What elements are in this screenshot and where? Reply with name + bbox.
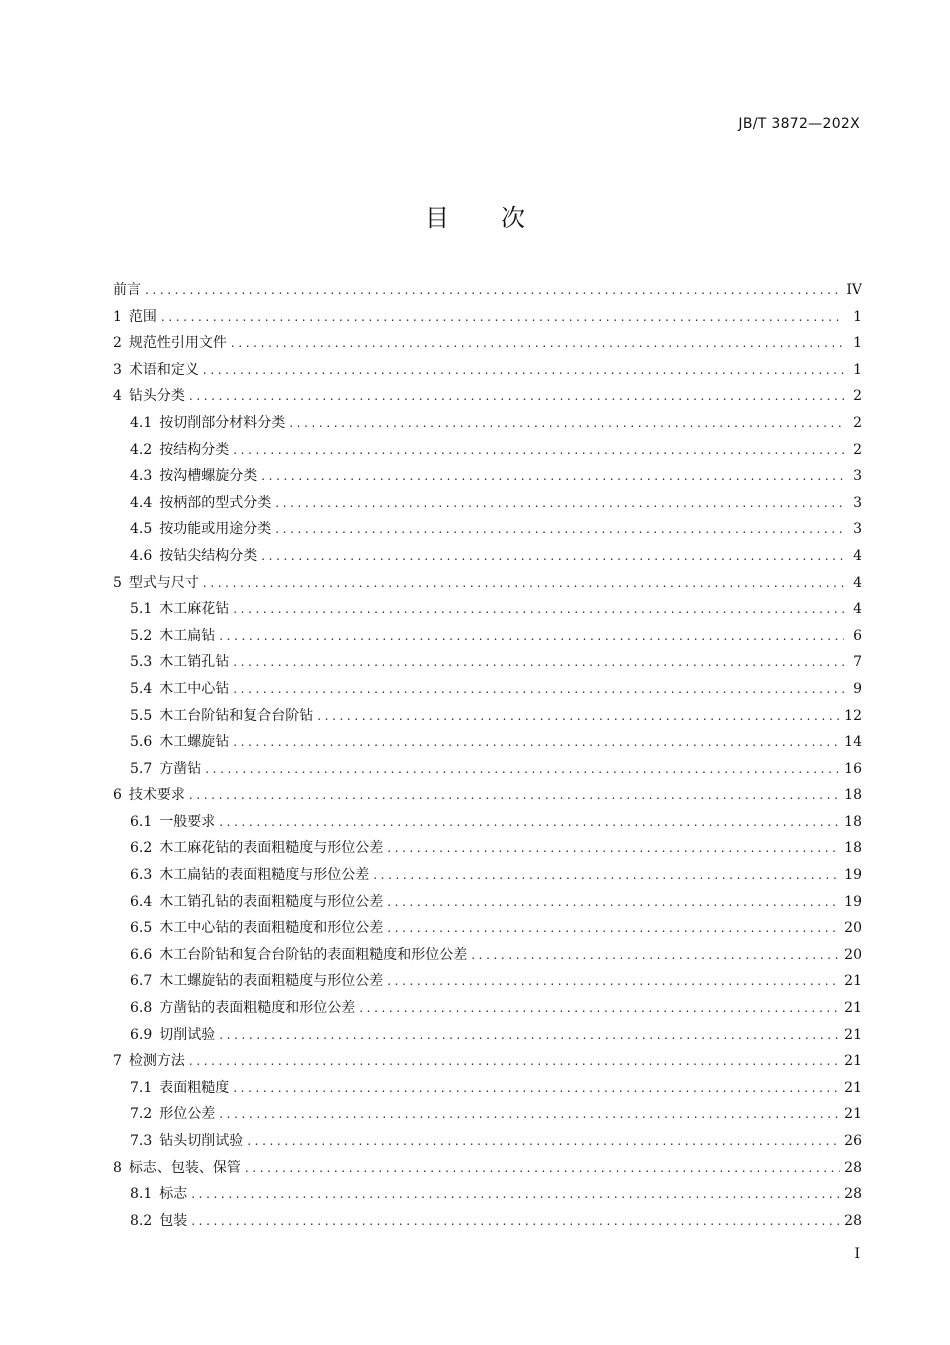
- toc-entry-page: 2: [853, 441, 862, 458]
- toc-entry-number: 8.2: [130, 1212, 153, 1229]
- toc-entry-title: 木工麻花钻的表面粗糙度与形位公差: [159, 840, 384, 857]
- toc-entry[interactable]: [113, 1155, 862, 1182]
- toc-entry-number: 4: [113, 388, 122, 405]
- toc-entry-number: 1: [113, 308, 122, 325]
- toc-dot-leader: [233, 729, 840, 756]
- toc-entry-number: 6.4: [130, 893, 153, 910]
- toc-entry-page: 21: [844, 1026, 862, 1043]
- toc-entry-page: 20: [844, 920, 862, 937]
- toc-entry[interactable]: [113, 756, 862, 783]
- toc-entry-page: 19: [844, 867, 862, 884]
- toc-entry-page: 21: [844, 1053, 862, 1070]
- toc-dot-leader: [233, 596, 844, 623]
- toc-entry[interactable]: [113, 570, 862, 597]
- toc-entry-title: 按功能或用途分类: [159, 521, 272, 538]
- toc-entry[interactable]: [113, 543, 862, 570]
- toc-entry-page: 21: [844, 1000, 862, 1017]
- toc-entry-number: 7.1: [130, 1079, 153, 1096]
- toc-entry-number: 7.3: [130, 1133, 153, 1149]
- toc-entry-title: 木工螺旋钻的表面粗糙度与形位公差: [159, 973, 384, 990]
- table-of-contents: [113, 277, 862, 1234]
- toc-entry-title: 形位公差: [159, 1106, 216, 1123]
- toc-entry[interactable]: [113, 862, 862, 889]
- toc-dot-leader: [289, 410, 844, 437]
- toc-dot-leader: [205, 756, 840, 783]
- toc-entry-number: 5.3: [130, 654, 153, 671]
- page-number: I: [854, 1246, 860, 1262]
- toc-entry-number: 6.7: [130, 973, 153, 990]
- toc-entry-number: 2: [113, 335, 122, 352]
- toc-entry-number: 4.3: [130, 468, 153, 485]
- page-title: [0, 198, 950, 233]
- toc-entry-number: 6.2: [130, 840, 153, 857]
- toc-entry[interactable]: [113, 995, 862, 1022]
- toc-entry-number: 4.2: [130, 441, 153, 458]
- toc-entry-title: 按沟槽螺旋分类: [159, 468, 258, 485]
- document-code: JB/T 3872—202X: [738, 116, 860, 132]
- toc-dot-leader: [275, 490, 844, 517]
- toc-entry[interactable]: [113, 304, 862, 331]
- toc-dot-leader: [219, 623, 844, 650]
- toc-dot-leader: [261, 463, 844, 490]
- toc-entry[interactable]: [113, 623, 862, 650]
- toc-dot-leader: [219, 809, 840, 836]
- toc-dot-leader: [161, 304, 844, 331]
- toc-entry-title: 木工台阶钻和复合台阶钻: [159, 707, 314, 724]
- toc-entry-number: 3: [113, 361, 122, 378]
- toc-entry-number: 4.6: [130, 547, 153, 564]
- toc-dot-leader: [191, 1181, 840, 1208]
- toc-dot-leader: [359, 995, 840, 1022]
- toc-entry-number: 6.1: [130, 813, 153, 830]
- toc-entry-number: 6.6: [130, 946, 153, 963]
- toc-dot-leader: [145, 277, 842, 304]
- toc-entry[interactable]: [113, 942, 862, 969]
- toc-dot-leader: [245, 1155, 840, 1182]
- toc-entry-number: 5.5: [130, 707, 153, 724]
- toc-entry-number: 5.2: [130, 627, 153, 644]
- toc-entry-page: 28: [844, 1186, 862, 1203]
- toc-entry[interactable]: [113, 1048, 862, 1075]
- toc-entry-page: 28: [844, 1212, 862, 1229]
- toc-entry[interactable]: [113, 383, 862, 410]
- title-char-1: 目: [425, 204, 449, 232]
- toc-entry-title: 范围: [128, 308, 157, 325]
- toc-dot-leader: [203, 357, 844, 384]
- toc-entry-title: 木工中心钻: [159, 680, 230, 697]
- toc-dot-leader: [219, 1022, 840, 1049]
- toc-entry[interactable]: [113, 1128, 862, 1155]
- toc-entry-title: 按切削部分材料分类: [159, 414, 286, 431]
- toc-entry-title: 切削试验: [159, 1026, 216, 1043]
- toc-dot-leader: [233, 649, 844, 676]
- toc-entry-number: 4.4: [130, 494, 153, 511]
- toc-entry[interactable]: [113, 1101, 862, 1128]
- toc-dot-leader: [233, 676, 844, 703]
- toc-entry-number: 7: [113, 1053, 122, 1070]
- toc-dot-leader: [373, 862, 840, 889]
- toc-entry[interactable]: [113, 437, 862, 464]
- toc-entry-title: 术语和定义: [128, 361, 199, 378]
- toc-dot-leader: [189, 383, 844, 410]
- toc-entry-page: 21: [844, 1106, 862, 1123]
- toc-entry-page: 26: [844, 1133, 862, 1149]
- toc-entry-number: 4.5: [130, 521, 153, 538]
- toc-entry[interactable]: [113, 410, 862, 437]
- toc-entry-title: 技术要求: [128, 787, 185, 804]
- toc-entry-page: 14: [844, 734, 862, 751]
- toc-entry-title: 规范性引用文件: [128, 335, 227, 352]
- toc-entry-page: 4: [853, 574, 862, 591]
- toc-entry[interactable]: [113, 330, 862, 357]
- toc-dot-leader: [203, 570, 844, 597]
- toc-entry-page: IV: [846, 282, 862, 298]
- toc-entry-title: 按柄部的型式分类: [159, 494, 272, 511]
- toc-entry-number: 6.9: [130, 1026, 153, 1043]
- toc-entry-page: 18: [844, 840, 862, 857]
- toc-dot-leader: [219, 1101, 840, 1128]
- toc-entry[interactable]: [113, 809, 862, 836]
- toc-entry-page: 1: [853, 308, 862, 325]
- toc-entry-page: 2: [853, 388, 862, 405]
- toc-entry-title: 标志: [159, 1186, 188, 1203]
- toc-entry-page: 19: [844, 893, 862, 910]
- toc-entry-number: 6.8: [130, 1000, 153, 1017]
- toc-entry-page: 9: [853, 680, 862, 697]
- toc-dot-leader: [233, 437, 844, 464]
- toc-entry-page: 2: [853, 414, 862, 431]
- toc-entry-title: 表面粗糙度: [159, 1079, 230, 1096]
- toc-entry-number: 5.1: [130, 601, 153, 618]
- toc-dot-leader: [275, 516, 844, 543]
- toc-entry-page: 3: [853, 521, 862, 538]
- toc-entry[interactable]: [113, 703, 862, 730]
- toc-entry[interactable]: [113, 1075, 862, 1102]
- toc-dot-leader: [387, 915, 840, 942]
- toc-entry[interactable]: [113, 1181, 862, 1208]
- toc-entry-title: 前言: [113, 282, 141, 298]
- toc-entry-page: 1: [853, 361, 862, 378]
- toc-entry[interactable]: [113, 729, 862, 756]
- toc-entry-number: 8.1: [130, 1186, 153, 1203]
- toc-entry-number: 5.4: [130, 680, 153, 697]
- toc-dot-leader: [189, 782, 840, 809]
- toc-entry-number: 4.1: [130, 414, 153, 431]
- toc-entry-page: 20: [844, 946, 862, 963]
- toc-entry-title: 木工螺旋钻: [159, 734, 230, 751]
- toc-entry-number: 8: [113, 1159, 122, 1176]
- toc-entry[interactable]: [113, 1208, 862, 1235]
- toc-entry-page: 18: [844, 787, 862, 804]
- toc-entry-number: 5: [113, 574, 122, 591]
- toc-entry-title: 木工销孔钻: [159, 654, 230, 671]
- toc-dot-leader: [233, 1075, 840, 1102]
- toc-entry[interactable]: [113, 490, 862, 517]
- toc-entry[interactable]: [113, 357, 862, 384]
- toc-entry-page: 21: [844, 973, 862, 990]
- toc-entry-title: 型式与尺寸: [128, 574, 199, 591]
- toc-entry-title: 按结构分类: [159, 441, 230, 458]
- toc-entry[interactable]: [113, 516, 862, 543]
- toc-entry-title: 钻头分类: [128, 388, 185, 405]
- toc-entry[interactable]: [113, 889, 862, 916]
- toc-dot-leader: [231, 330, 844, 357]
- toc-entry-number: 5.7: [130, 760, 153, 777]
- toc-entry-page: 3: [853, 494, 862, 511]
- toc-entry-title: 木工麻花钻: [159, 601, 230, 618]
- toc-entry-title: 标志、包装、保管: [128, 1159, 241, 1176]
- toc-dot-leader: [387, 889, 840, 916]
- toc-entry-title: 一般要求: [159, 813, 216, 830]
- toc-entry-page: 12: [844, 707, 862, 724]
- toc-entry-page: 7: [853, 654, 862, 671]
- toc-entry-number: 6.3: [130, 867, 153, 884]
- toc-dot-leader: [247, 1128, 840, 1155]
- toc-dot-leader: [189, 1048, 840, 1075]
- toc-entry-title: 木工中心钻的表面粗糙度和形位公差: [159, 920, 384, 937]
- toc-entry[interactable]: [113, 277, 862, 304]
- title-char-2: 次: [501, 204, 525, 232]
- toc-dot-leader: [261, 543, 844, 570]
- toc-entry-title: 木工扁钻的表面粗糙度与形位公差: [159, 867, 370, 884]
- toc-entry-title: 检测方法: [128, 1053, 185, 1070]
- toc-entry-page: 28: [844, 1159, 862, 1176]
- toc-dot-leader: [191, 1208, 840, 1235]
- toc-entry-title: 钻头切削试验: [159, 1133, 244, 1149]
- toc-entry-title: 木工台阶钻和复合台阶钻的表面粗糙度和形位公差: [159, 946, 468, 963]
- toc-entry[interactable]: [113, 596, 862, 623]
- toc-entry-page: 3: [853, 468, 862, 485]
- toc-entry[interactable]: [113, 463, 862, 490]
- toc-entry-number: 6: [113, 787, 122, 804]
- toc-entry-title: 包装: [159, 1212, 188, 1229]
- toc-entry[interactable]: [113, 968, 862, 995]
- toc-entry[interactable]: [113, 676, 862, 703]
- toc-entry-title: 按钻尖结构分类: [159, 547, 258, 564]
- toc-entry[interactable]: [113, 915, 862, 942]
- toc-dot-leader: [387, 835, 840, 862]
- toc-dot-leader: [317, 703, 840, 730]
- toc-entry-number: 7.2: [130, 1106, 153, 1123]
- toc-entry-number: 5.6: [130, 734, 153, 751]
- toc-entry-title: 木工销孔钻的表面粗糙度与形位公差: [159, 893, 384, 910]
- toc-entry-title: 木工扁钻: [159, 627, 216, 644]
- toc-entry[interactable]: [113, 649, 862, 676]
- toc-entry-page: 18: [844, 813, 862, 830]
- toc-dot-leader: [471, 942, 840, 969]
- toc-entry-page: 16: [844, 760, 862, 777]
- toc-entry-page: 6: [853, 627, 862, 644]
- toc-entry[interactable]: [113, 835, 862, 862]
- toc-entry-page: 1: [853, 335, 862, 352]
- toc-entry-page: 4: [853, 601, 862, 618]
- toc-entry-title: 方凿钻的表面粗糙度和形位公差: [159, 1000, 356, 1017]
- toc-entry-title: 方凿钻: [159, 760, 202, 777]
- toc-entry-number: 6.5: [130, 920, 153, 937]
- toc-entry-page: 4: [853, 547, 862, 564]
- toc-entry[interactable]: [113, 782, 862, 809]
- toc-entry-page: 21: [844, 1079, 862, 1096]
- toc-dot-leader: [387, 968, 840, 995]
- toc-entry[interactable]: [113, 1022, 862, 1049]
